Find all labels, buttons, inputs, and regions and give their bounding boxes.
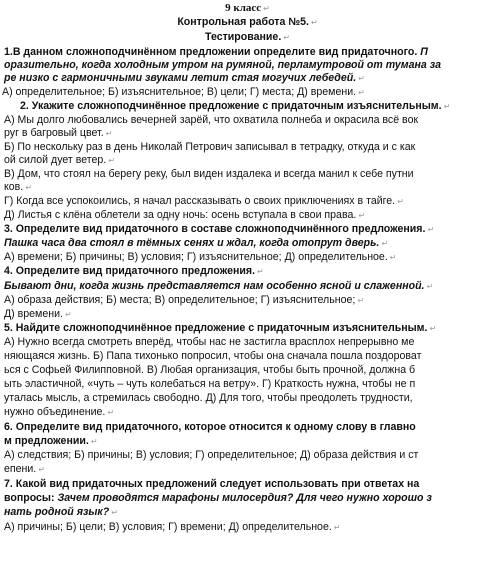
q1-sentence-line: ре низко с гармоничными звуками летит стая могучих лебедей. ↵ — [4, 72, 365, 84]
q7-options: А) причины; Б) цели; В) условия; Г) времени; Д) определительное. ↵ — [4, 521, 341, 533]
q4-options: А) образа действия; Б) места; В) определительное; Г) изъяснительное; ↵ — [4, 294, 365, 306]
grade-heading: 9 класс ↵ — [225, 2, 270, 14]
q6-prompt: м предложении. ↵ — [4, 435, 98, 447]
q2-option-a: А) Мы долго любовались вечерней зарёй, что охватила полнеба и окрасила всё вок — [4, 114, 419, 126]
q2-option-a: руг в багровый цвет. ↵ — [4, 127, 113, 139]
test-title: Контрольная работа №5. ↵ — [177, 16, 318, 28]
q5-options-line: уталась мысль, а стремилась свободно. Д) Для того, чтобы преодолеть трудности, — [4, 392, 413, 404]
q1-options: А) определительное; Б) изъяснительное; В) цели; Г) места; Д) времени. ↵ — [2, 86, 365, 98]
q2-option-d: Д) Листья с клёна облетели за одну ночь: осень вступала в свои права. ↵ — [4, 209, 366, 221]
test-subtitle: Тестирование. ↵ — [205, 31, 290, 43]
q7-prompt: вопросы: Зачем проводятся марафоны милосердия? Для чего нужно хорошо з — [4, 492, 432, 504]
q2-option-v: ков. ↵ — [4, 181, 32, 193]
q6-prompt: 6. Определите вид придаточного, которое относится к одному слову в главно — [4, 421, 416, 433]
q4-options: Д) времени. ↵ — [4, 308, 72, 320]
q5-options-line: ыть эластичной, «чуть – чуть колебаться на ветру». Г) Краткость нужна, чтобы не п — [4, 378, 416, 390]
q2-prompt: 2. Укажите сложноподчинённое предложение с придаточным изъяснительным. ↵ — [20, 100, 451, 112]
q7-prompt: нать родной язык? ↵ — [4, 506, 118, 518]
q2-option-b: Б) По нескольку раз в день Николай Петрович записывал в тетрадку, откуда и с как — [4, 141, 416, 153]
q5-options-line: няющаяся жизнь. Б) Папа тихонько попросил, чтобы она сначала пошла поздороват — [4, 350, 422, 362]
q3-options: А) времени; Б) причины; В) условия; Г) изъяснительное; Д) определительное. ↵ — [4, 251, 397, 263]
q7-prompt: 7. Какой вид придаточных предложений следует использовать при ответах на — [4, 478, 420, 490]
q3-sentence: Пашка часа два стоял в тёмных сенях и ждал, когда отопрут дверь. ↵ — [4, 237, 389, 249]
q3-prompt: 3. Определите вид придаточного в составе сложноподчинённого предложения. ↵ — [4, 223, 435, 235]
q2-option-v: В) Дом, что стоял на берегу реку, был виден издалека и всегда манил к себе путни — [4, 168, 414, 180]
q2-option-g: Г) Когда все успокоились, я начал рассказывать о своих приключениях в тайге. ↵ — [4, 195, 404, 207]
q6-options: епени. ↵ — [4, 463, 45, 475]
q4-sentence: Бывают дни, когда жизнь представляется нам особенно ясной и слаженной. ↵ — [4, 280, 434, 292]
q2-option-b: ой силой дует ветер. ↵ — [4, 154, 115, 166]
q5-options-line: нужно объединение. ↵ — [4, 406, 115, 418]
q6-options: А) следствия; Б) причины; В) условия; Г) определительное; Д) образа действия и ст — [4, 449, 419, 461]
q1-prompt: 1.В данном сложноподчинённом предложении определите вид придаточного. П — [4, 46, 428, 58]
q5-prompt: 5. Найдите сложноподчинённое предложение с придаточным изъяснительным. ↵ — [4, 322, 437, 334]
q4-prompt: 4. Определите вид придаточного предложения. ↵ — [4, 265, 264, 277]
q5-options-line: ься с Софьей Филипповной. В) Любая организация, чтобы быть прочной, должна б — [4, 364, 416, 376]
q1-sentence-line: оразительно, когда холодным утром на румяной, перламутровой от тумана за — [4, 59, 442, 71]
q5-options-line: А) Нужно всегда смотреть вперёд, чтобы нас не застигла врасплох непрерывно ме — [4, 336, 415, 348]
